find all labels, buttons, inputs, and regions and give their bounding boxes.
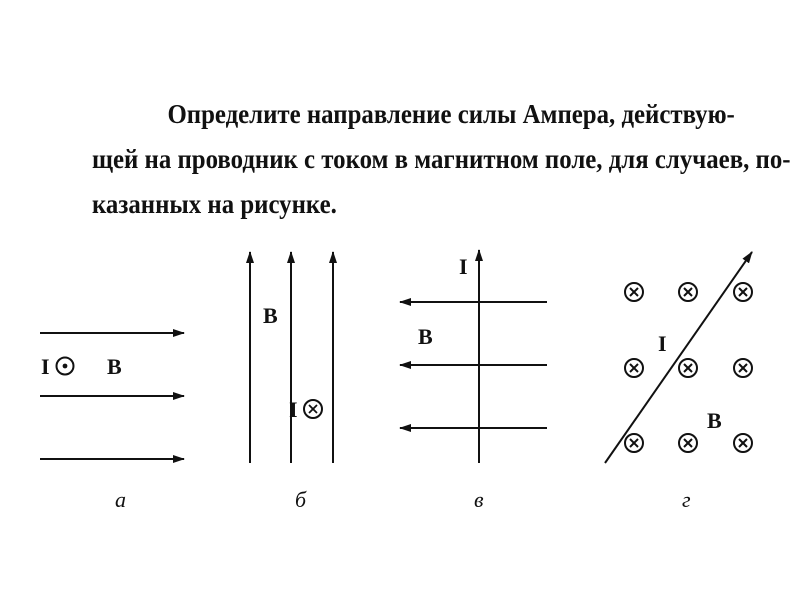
caption-g: г xyxy=(682,487,691,512)
field-into-page-icon xyxy=(625,283,643,301)
field-into-page-icon xyxy=(625,434,643,452)
field-into-page-icon xyxy=(734,434,752,452)
diagram-v xyxy=(400,250,547,463)
field-into-page-icon xyxy=(734,283,752,301)
diagram-b xyxy=(250,252,333,463)
field-into-page-icon xyxy=(679,359,697,377)
caption-a: а xyxy=(115,487,126,512)
problem-line-2: щей на проводник с током в магнитном поле, для случаев, по- xyxy=(92,144,791,174)
field-into-page-icon xyxy=(734,359,752,377)
field-label-g: B xyxy=(707,408,722,433)
problem-line-1: Определите направление силы Ампера, действую- xyxy=(167,99,735,129)
field-into-page-icon xyxy=(625,359,643,377)
current-label-a: I xyxy=(41,354,50,379)
field-into-page-icon xyxy=(679,434,697,452)
field-into-page-icon xyxy=(679,283,697,301)
problem-line-3: казанных на рисунке. xyxy=(92,189,337,219)
current-conductor-g xyxy=(605,252,752,463)
caption-v: в xyxy=(474,487,484,512)
caption-b: б xyxy=(295,487,307,512)
current-label-b: I xyxy=(289,397,298,422)
current-label-v: I xyxy=(459,254,468,279)
field-label-v: B xyxy=(418,324,433,349)
field-label-a: B xyxy=(107,354,122,379)
diagram-g xyxy=(605,252,752,463)
current-label-g: I xyxy=(658,331,667,356)
current-out-of-page-icon xyxy=(57,358,74,375)
diagram-a xyxy=(40,333,184,459)
current-into-page-icon xyxy=(304,400,322,418)
field-label-b: B xyxy=(263,303,278,328)
